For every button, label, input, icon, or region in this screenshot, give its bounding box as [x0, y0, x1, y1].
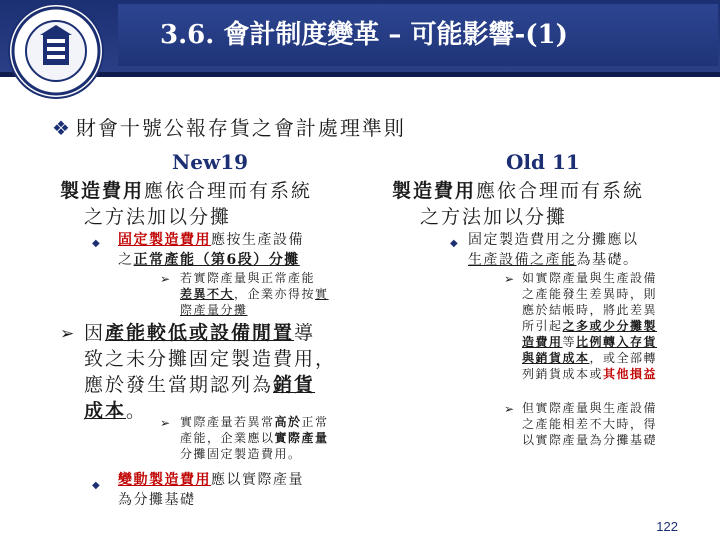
left-sub2-b: 高於	[274, 415, 302, 429]
left-callout-line3a: 應於發生當期認列為	[84, 374, 274, 396]
left-sub1	[180, 270, 360, 318]
right-item1	[468, 230, 708, 270]
right-sub1-line4a: 所引起	[522, 319, 563, 333]
seal-graphic	[10, 5, 102, 97]
right-item1-line1: 固定製造費用之分攤應以	[468, 232, 639, 248]
left-item1-u1: 正常產能（第6段）分攤	[133, 252, 300, 268]
right-sub1-line6b: ，或全部轉	[589, 351, 658, 365]
diamond-check-icon: ❖	[52, 116, 72, 140]
arrow-bullet-large-icon: ➢	[60, 324, 75, 344]
right-item1-u: 生產設備之產能	[468, 252, 577, 268]
right-intro-line2: 之方法加以分攤	[420, 206, 568, 228]
main-bullet	[52, 112, 406, 141]
left-callout-line4b: 。	[126, 400, 148, 422]
left-sub1-b: 差異不大	[180, 287, 235, 301]
arrow-bullet-icon-2: ➢	[160, 416, 171, 430]
right-sub1-line6a: 與銷貨成本	[522, 351, 590, 365]
right-sub2-line1: 但實際產量與生產設備	[522, 401, 658, 415]
right-sub1-line5a: 造費用	[522, 335, 563, 349]
right-sub1-line5c: 比例轉入存貨	[576, 335, 658, 349]
right-intro-strong: 製造費用	[392, 180, 477, 202]
right-sub1-line4b: 之多或少分攤製	[562, 319, 658, 333]
right-sub1-line2: 之產能發生差異時，則	[522, 287, 658, 301]
slide-title: 3.6. 會計制度變革 – 可能影響-(1)	[160, 20, 568, 50]
left-item1-pre: 之	[118, 252, 134, 268]
left-callout-b: 產能較低或設備閒置	[105, 322, 295, 344]
right-sub1-line7b: 其他損益	[603, 367, 658, 381]
left-sub2-line2a: 產能，企業應以	[180, 431, 275, 445]
left-sub1-u: 實	[315, 287, 329, 301]
right-item1-line2: 為基礎。	[576, 252, 639, 268]
right-sub1-line3: 應於結帳時，將此差異	[522, 303, 658, 317]
left-item2-line2: 為分攤基礎	[118, 492, 196, 508]
left-item2	[118, 470, 363, 510]
left-item2-line1: 應以實際產量	[211, 472, 304, 488]
right-sub2-line2: 之產能相差不大時，得	[522, 417, 658, 431]
left-sub2-line2b: 實際產量	[274, 431, 329, 445]
right-sub2-line3: 以實際產量為分攤基礎	[522, 433, 658, 447]
arrow-bullet-icon: ➢	[160, 272, 171, 286]
left-intro-line1: 應依合理而有系統	[144, 180, 313, 202]
right-sub1	[522, 270, 702, 382]
left-sub1-line3: 際產量分攤	[180, 303, 248, 317]
left-sub2-line3: 分攤固定製造費用。	[180, 447, 302, 461]
university-seal-logo	[8, 3, 104, 99]
arrow-bullet-icon-4: ➢	[504, 402, 515, 416]
left-intro-line2: 之方法加以分攤	[84, 206, 232, 228]
left-intro-strong: 製造費用	[60, 180, 145, 202]
left-callout-line4: 成本	[84, 400, 127, 422]
bullet-marker-icon-3: ◆	[450, 238, 458, 249]
left-sub2-a: 實際產量若異常	[180, 415, 275, 429]
right-sub1-line7a: 列銷貨成本或	[522, 367, 604, 381]
left-heading: New19	[172, 150, 249, 174]
left-item1	[118, 230, 363, 270]
left-sub2	[180, 414, 360, 462]
right-intro-line1: 應依合理而有系統	[476, 180, 645, 202]
right-intro	[392, 178, 702, 230]
right-sub1-line5b: 等	[562, 335, 577, 349]
left-item1-red: 固定製造費用	[118, 232, 211, 248]
left-callout-c: 導	[294, 322, 316, 344]
left-sub2-c: 正常	[301, 415, 329, 429]
bullet-marker-icon-2: ◆	[92, 480, 100, 491]
left-item1-line1: 應按生產設備	[211, 232, 304, 248]
left-callout-line2: 致之未分攤固定製造費用，	[84, 348, 337, 370]
left-item2-red: 變動製造費用	[118, 472, 211, 488]
right-heading: Old 11	[506, 150, 580, 174]
bullet-marker-icon: ◆	[92, 238, 100, 249]
right-sub1-line1: 如實際產量與生產設備	[522, 271, 658, 285]
left-sub1-line2: ，企業亦得按	[234, 287, 316, 301]
left-sub1-line1: 若實際產量與正常產能	[180, 271, 316, 285]
right-sub2	[522, 400, 702, 448]
left-callout-line3b: 銷貨	[273, 374, 316, 396]
left-callout-a: 因	[84, 322, 106, 344]
header-divider	[0, 72, 720, 77]
arrow-bullet-icon-3: ➢	[504, 272, 515, 286]
main-bullet-text: 財會十號公報存貨之會計處理準則	[75, 116, 406, 140]
page-number: 122	[656, 519, 678, 534]
left-callout	[84, 320, 374, 424]
left-intro	[60, 178, 360, 230]
